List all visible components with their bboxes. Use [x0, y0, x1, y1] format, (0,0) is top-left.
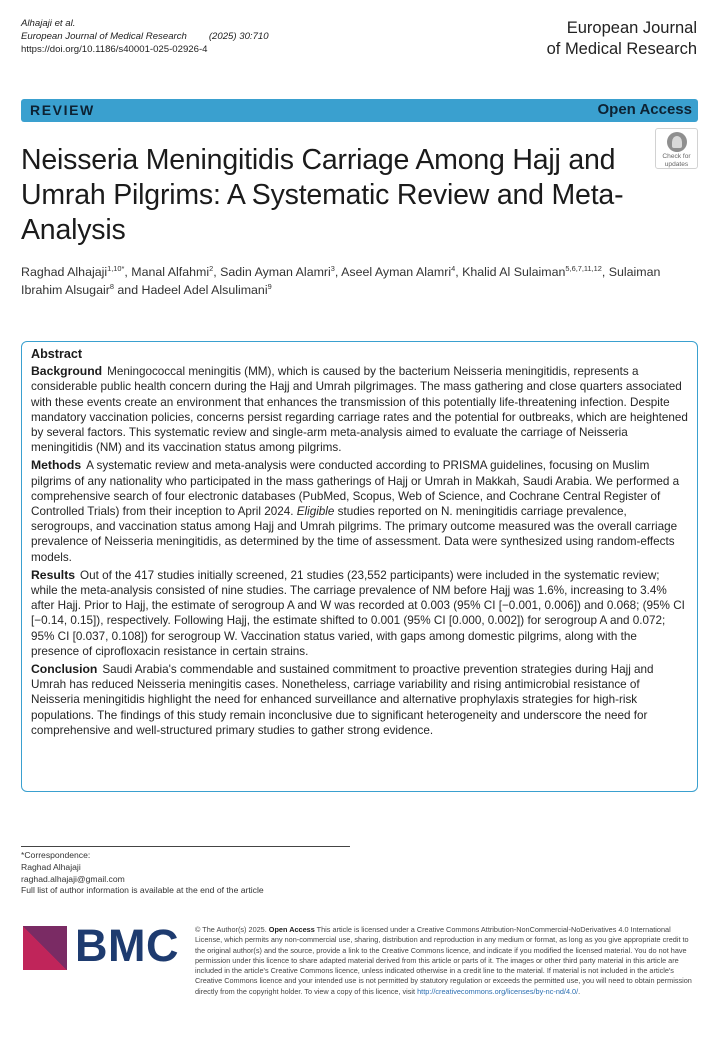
correspondence-email[interactable]: raghad.alhajaji@gmail.com: [21, 873, 125, 884]
section-label: Results: [31, 567, 76, 582]
abstract-box: [21, 341, 698, 792]
running-header: [21, 17, 269, 56]
article-type-banner: [21, 99, 698, 122]
author[interactable]: Sulaiman Ibrahim Alsugair$^8$: [21, 265, 661, 297]
author[interactable]: Sadin Ayman Alamri$^3$: [220, 263, 335, 279]
header-journal: European Journal of Medical Research: [21, 31, 187, 42]
article-type-label: REVIEW: [30, 102, 95, 118]
bmc-logo[interactable]: [23, 920, 179, 971]
abstract-results: Results Out of the 417 studies initially screened, 21 studies (23,552 participants) were included in the systematic review; while the meta-analysis consisted of nine studies. The carriage prevalence of NM before Hajj was 1.6%, increasing to 3.4% after Hajj. Prior to Hajj, the estimate of serogroup A and W was recorded at 0.003 (95% CI [−0.001, 0.006]) and 0.068; (95% CI [−0.14, 0.15]), respectively. Following Hajj, the estimate shifted to 0.001 (95% CI [0.000, 0.002]) for serogroup A and 0.072; 95% CI [0.037, 0.108]) for serogroup W. Vaccination status varied, with gaps among domestic pilgrims, along with the presence of ciprofloxacin resistance in certain strains.: [31, 567, 685, 658]
section-label: Methods: [31, 458, 82, 473]
header-year-volume: (2025) 30:710: [208, 31, 269, 42]
check-updates-icon: [667, 132, 687, 152]
author[interactable]: Hadeel Adel Alsulimani$^9$: [141, 281, 272, 297]
author[interactable]: Raghad Alhajaji$^{1,10*}$: [21, 263, 125, 279]
open-access-label: Open Access: [597, 101, 692, 118]
abstract-methods: Methods A systematic review and meta-analysis were conducted according to PRISMA guidelines, focusing on Muslim pilgrims of any nationality who participated in the mass gatherings of Hajj or Umrah in Makkah, Saudi Arabia. We performed a comprehensive search of four electronic databases (PubMed, Scopus, Web of Science, and Cochrane Central Register of Controlled Trials) from their inception to April 2024. Eligible studies reported on N. meningitidis carriage prevalence, serogroups, and vaccination status among Hajj and Umrah pilgrims. The primary outcome measured was the overall carriage prevalence of Neisseria meningitidis, as determined by the time of assessment. Data were synthesized using random-effects models.: [31, 458, 680, 564]
author-list: Raghad Alhajaji$^{1,10*}$, Manal Alfahmi$^2$, Sadin Ayman Alamri$^3$, Aseel Ayman Alamri$^4$, Khalid Al Sulaiman$^{5,6,7,11,12}$, Sulaiman Ibrahim Alsugair$^8$ and Hadeel Adel Alsulimani$^9$: [21, 263, 661, 297]
article-title: Neisseria Meningitidis Carriage Among Hajj and Umrah Pilgrims: A Systematic Review and Meta-Analysis: [21, 144, 624, 246]
author-info-note: Full list of author information is available at the end of the article: [21, 885, 264, 896]
header-citation: [21, 30, 269, 43]
journal-name: [547, 18, 697, 60]
license-open-access: Open Access: [268, 925, 315, 934]
footnote-divider: [21, 846, 350, 847]
check-for-updates-button[interactable]: [655, 128, 698, 169]
author[interactable]: Manal Alfahmi$^2$: [131, 263, 214, 279]
abstract-heading: Abstract: [31, 347, 83, 361]
abstract-background: Background Meningococcal meningitis (MM), which is caused by the bacterium Neisseria meningitidis, represents a considerable public health concern during the Hajj and Umrah pilgrimages. The mass gathering and close quarters associated with these events create an environment that enhances the transmission of this potentially life-threatening infection. Despite mandatory vaccination policies, concerns persist regarding carriage rates and the potential for outbreaks, which are heightened by several factors. This systematic review and single-arm meta-analysis aimed to evaluate the carriage of Neisseria meningitidis (NM) and its vaccination status among pilgrims.: [31, 364, 688, 455]
license-text: © The Author(s) 2025. Open Access This article is licensed under a Creative Commons Attribution-NonCommercial-NoDerivatives 4.0 International License, which permits any non-commercial use, sharing, distribution and reproduction in any medium or format, as long as you give appropriate credit to the original author(s) and the source, provide a link to the Creative Commons licence, and indicate if you modified the licensed material. You do not have permission under this licence to share adapted material derived from this article or parts of it. The images or other third party material in this article are included in the article's Creative Commons licence, unless indicated otherwise in a credit line to the material. If material is not included in the article's Creative Commons licence and your intended use is not permitted by statutory regulation or exceeds the permitted use, you will need to obtain permission directly from the copyright holder. To view a copy of this licence, visit http://creativecommons.org/licenses/by-nc-nd/4.0/.: [195, 925, 692, 996]
author[interactable]: Aseel Ayman Alamri$^4$: [341, 263, 456, 279]
header-authors: Alhajaji et al.: [21, 18, 76, 29]
header-doi[interactable]: https://doi.org/10.1186/s40001-025-02926-4: [21, 44, 208, 55]
license-link[interactable]: http://creativecommons.org/licenses/by-nc-nd/4.0/: [417, 986, 579, 996]
author[interactable]: Khalid Al Sulaiman$^{5,6,7,11,12}$: [462, 263, 602, 279]
abstract-conclusion: Conclusion Saudi Arabia's commendable and sustained commitment to proactive prevention strategies during Hajj and Umrah has reduced Neisseria meningitis cases. Nonetheless, carriage variability and rising antimicrobial resistance of Neisseria meningitidis highlight the need for enhanced surveillance and alternative prophylaxis strategies for high-risk populations. The findings of this study remain inconclusive due to significant heterogeneity and underscore the need for comprehensive and well-structured primary studies to gather strong evidence.: [31, 662, 654, 737]
correspondence-name: Raghad Alhajaji: [21, 861, 81, 872]
check-updates-label: Check for updates: [662, 153, 691, 168]
bmc-logo-text: BMC: [75, 920, 179, 971]
bmc-logo-mark-icon: [23, 926, 67, 970]
section-label: Background: [31, 364, 103, 379]
journal-name-line2: of Medical Research: [546, 40, 697, 58]
section-label: Conclusion: [31, 662, 98, 677]
correspondence-block: [21, 850, 264, 897]
journal-name-line1: European Journal: [566, 19, 697, 37]
correspondence-label: *Correspondence:: [21, 850, 91, 860]
